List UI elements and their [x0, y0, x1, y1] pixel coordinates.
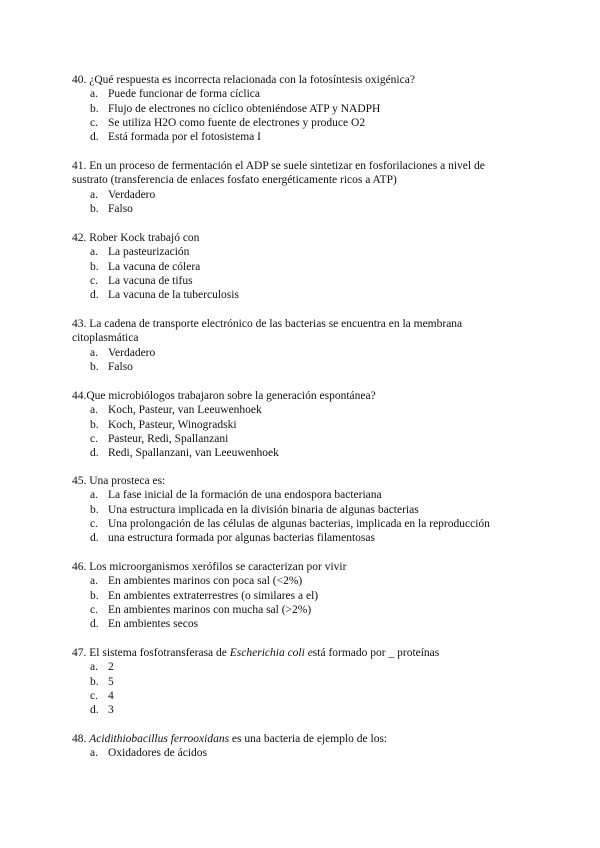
question-stem — [72, 317, 522, 346]
answer-options — [72, 245, 522, 302]
option-letter: a. — [90, 575, 98, 588]
option-c — [72, 689, 522, 703]
question-text: ¿Qué respuesta es incorrecta relacionada con la fotosíntesis oxigénica? — [89, 74, 415, 86]
option-text: La fase inicial de la formación de una endospora bacteriana — [108, 489, 382, 502]
option-text: una estructura formada por algunas bacterias filamentosas — [108, 532, 375, 545]
option-text: Oxidadores de ácidos — [108, 747, 207, 760]
option-c — [72, 432, 522, 446]
question-text: Una prosteca es: — [89, 475, 166, 487]
question-47 — [72, 646, 522, 717]
option-letter: b. — [90, 589, 99, 602]
option-text: Redi, Spallanzani, van Leeuwenhoek — [108, 447, 279, 460]
option-d — [72, 531, 522, 545]
question-number: 40. — [72, 74, 87, 86]
answer-options — [72, 660, 522, 717]
option-letter: c. — [90, 432, 98, 445]
answer-options — [72, 87, 522, 144]
option-text: 5 — [108, 675, 114, 688]
question-number: 45. — [72, 475, 87, 487]
question-text: La cadena de transporte electrónico de las bacterias se encuentra en la membrana citoplasmática — [72, 318, 463, 345]
option-letter: c. — [90, 116, 98, 129]
option-letter: b. — [90, 360, 99, 373]
option-d — [72, 617, 522, 631]
option-text: Está formada por el fotosistema I — [108, 131, 261, 144]
option-d — [72, 288, 522, 302]
option-letter: d. — [90, 618, 99, 631]
question-text: En un proceso de fermentación el ADP se suele sintetizar en fosforilaciones a nivel de sustrato (transferencia de enlaces fosfato energéticamente ricos a ATP) — [72, 160, 485, 187]
option-text: En ambientes secos — [108, 618, 199, 631]
option-letter: a. — [90, 88, 98, 101]
question-number: 41. — [72, 160, 87, 172]
option-text: En ambientes marinos con poca sal (<2%) — [108, 575, 303, 588]
option-b — [72, 418, 522, 432]
option-a — [72, 403, 522, 417]
answer-options — [72, 488, 522, 545]
option-text: La vacuna de tifus — [108, 274, 193, 287]
species-name: Escherichia coli e — [229, 647, 313, 659]
question-48 — [72, 732, 522, 761]
option-text: En ambientes extraterrestres (o similares a el) — [108, 589, 319, 602]
option-b — [72, 102, 522, 116]
option-b — [72, 503, 522, 517]
question-46 — [72, 560, 522, 631]
option-letter: b. — [90, 675, 99, 688]
option-text: La pasteurización — [108, 246, 190, 259]
answer-options — [72, 188, 522, 217]
question-45 — [72, 474, 522, 545]
option-letter: b. — [90, 503, 99, 516]
question-text: El sistema fosfotransferasa de — [89, 647, 227, 659]
option-letter: a. — [90, 346, 98, 359]
option-a — [72, 87, 522, 101]
option-text: Koch, Pasteur, Winogradski — [108, 418, 237, 431]
option-text: Puede funcionar de forma cíclica — [108, 88, 260, 101]
option-b — [72, 675, 522, 689]
option-text: En ambientes marinos con mucha sal (>2%) — [108, 603, 312, 616]
question-text: es una bacteria de ejemplo de los: — [231, 733, 388, 745]
option-text: Una prolongación de las células de algunas bacterias, implicada en la reproducción — [108, 517, 490, 530]
answer-options — [72, 346, 522, 375]
question-stem — [72, 159, 522, 188]
option-letter: b. — [90, 418, 99, 431]
question-stem — [72, 474, 522, 488]
option-letter: d. — [90, 131, 99, 144]
option-a — [72, 488, 522, 502]
option-text: La vacuna de la tuberculosis — [108, 289, 239, 302]
option-a — [72, 746, 522, 760]
question-stem — [72, 646, 522, 660]
question-stem — [72, 732, 522, 746]
option-b — [72, 589, 522, 603]
option-letter: d. — [90, 532, 99, 545]
option-text: Pasteur, Redi, Spallanzani — [108, 432, 229, 445]
question-number: 42. — [72, 232, 87, 244]
option-b — [72, 260, 522, 274]
option-text: Falso — [108, 202, 133, 215]
answer-options — [72, 746, 522, 760]
option-letter: a. — [90, 188, 98, 201]
question-number: 44. — [72, 390, 87, 402]
option-d — [72, 130, 522, 144]
option-text: Falso — [108, 360, 133, 373]
option-c — [72, 274, 522, 288]
question-number: 43. — [72, 318, 87, 330]
question-number: 46. — [72, 561, 87, 573]
question-42 — [72, 231, 522, 302]
question-43 — [72, 317, 522, 374]
option-letter: c. — [90, 689, 98, 702]
option-letter: b. — [90, 102, 99, 115]
option-letter: d. — [90, 447, 99, 460]
question-stem — [72, 73, 522, 87]
option-a — [72, 188, 522, 202]
question-stem — [72, 389, 522, 403]
option-d — [72, 446, 522, 460]
option-text: 2 — [108, 661, 114, 674]
option-letter: b. — [90, 260, 99, 273]
option-b — [72, 202, 522, 216]
option-letter: c. — [90, 274, 98, 287]
option-d — [72, 703, 522, 717]
option-text: Verdadero — [108, 188, 156, 201]
answer-options — [72, 574, 522, 631]
question-41 — [72, 159, 522, 216]
option-c — [72, 603, 522, 617]
question-number: 47. — [72, 647, 87, 659]
option-text: Una estructura implicada en la división binaria de algunas bacterias — [108, 503, 419, 516]
question-text-rest: stá formado por _ proteínas — [312, 647, 440, 659]
question-44 — [72, 389, 522, 460]
option-letter: d. — [90, 704, 99, 717]
option-text: 4 — [108, 689, 114, 702]
option-letter: a. — [90, 747, 98, 760]
option-letter: a. — [90, 661, 98, 674]
question-text: Los microorganismos xerófilos se caracterizan por vivir — [89, 561, 347, 573]
option-c — [72, 517, 522, 531]
answer-options — [72, 403, 522, 460]
question-text: Que microbiólogos trabajaron sobre la generación espontánea? — [86, 390, 376, 402]
question-40 — [72, 73, 522, 144]
option-text: Se utiliza H2O como fuente de electrones y produce O2 — [108, 116, 366, 129]
question-text: Rober Kock trabajó con — [89, 232, 200, 244]
option-a — [72, 574, 522, 588]
option-text: Verdadero — [108, 346, 156, 359]
option-letter: b. — [90, 202, 99, 215]
option-letter: c. — [90, 603, 98, 616]
option-a — [72, 245, 522, 259]
option-letter: c. — [90, 517, 98, 530]
question-stem — [72, 231, 522, 245]
option-text: 3 — [108, 704, 114, 717]
option-a — [72, 660, 522, 674]
question-number: 48. — [72, 733, 87, 745]
species-name: Acidithiobacillus ferrooxidans — [89, 733, 230, 745]
option-letter: a. — [90, 404, 98, 417]
question-stem — [72, 560, 522, 574]
option-b — [72, 360, 522, 374]
option-text: La vacuna de cólera — [108, 260, 201, 273]
option-c — [72, 116, 522, 130]
option-a — [72, 346, 522, 360]
option-letter: a. — [90, 489, 98, 502]
option-text: Flujo de electrones no cíclico obteniéndose ATP y NADPH — [108, 102, 381, 115]
option-letter: a. — [90, 246, 98, 259]
option-letter: d. — [90, 289, 99, 302]
option-text: Koch, Pasteur, van Leeuwenhoek — [108, 404, 262, 417]
